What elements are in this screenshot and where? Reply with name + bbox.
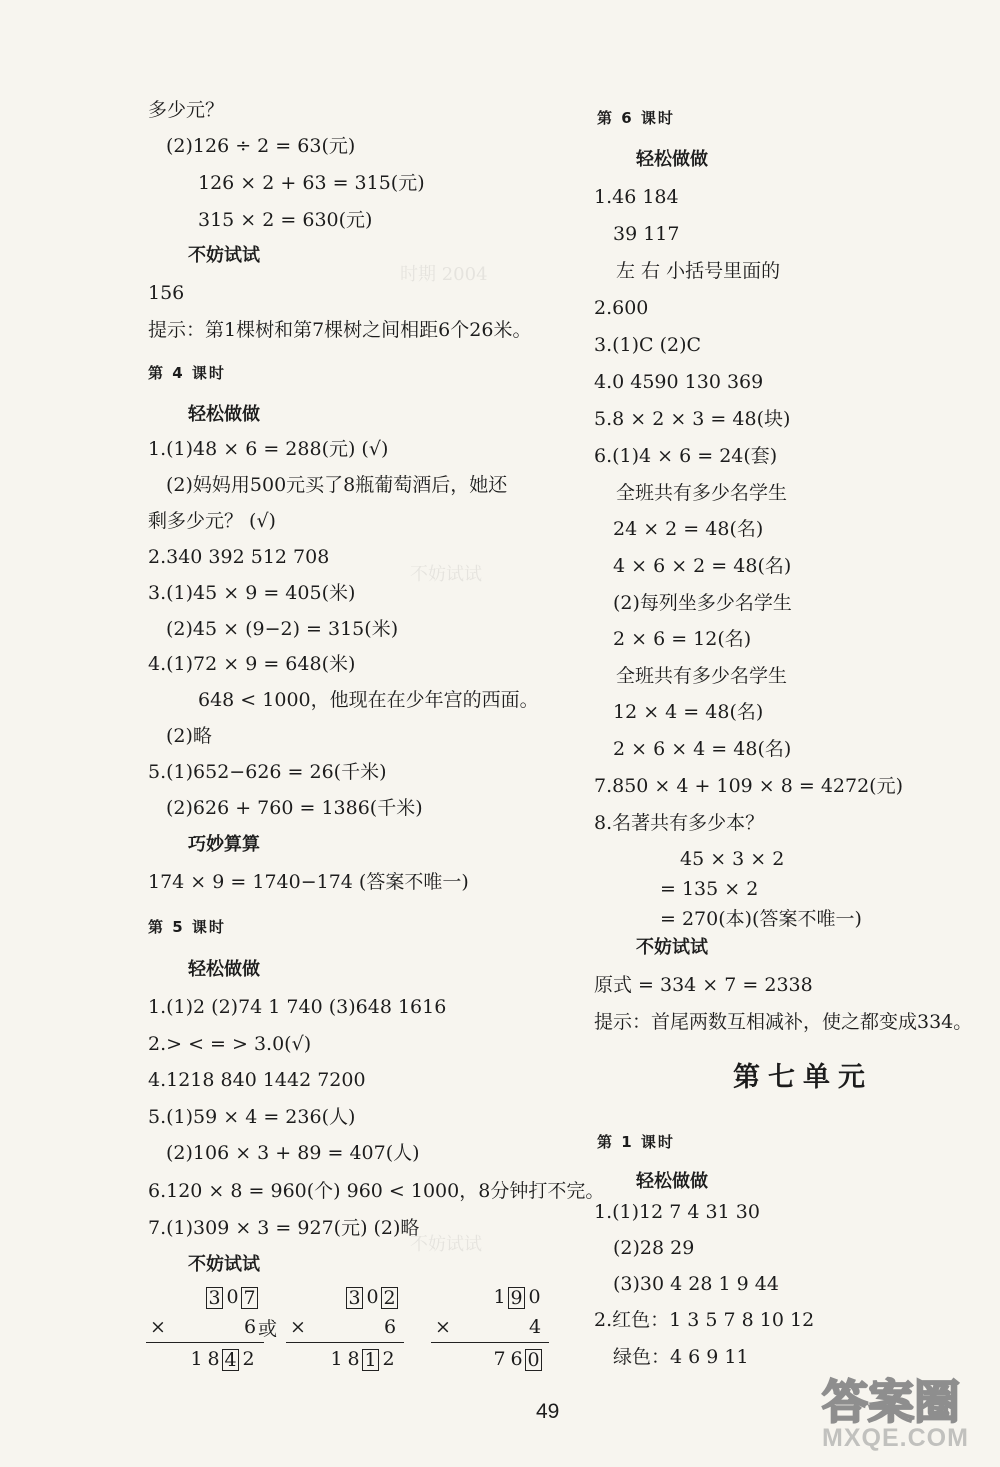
bleed-through-text: 不妨试试 xyxy=(410,1234,482,1255)
answer-line: = 135 × 2 xyxy=(660,878,759,900)
answer-line: 2 × 6 × 4 = 48(名) xyxy=(613,738,792,760)
answer-line: 45 × 3 × 2 xyxy=(680,848,785,870)
answer-line: (2)28 29 xyxy=(613,1237,695,1259)
sum-line xyxy=(286,1342,404,1343)
multiplier: 6 xyxy=(244,1316,257,1338)
multiply-sign: × xyxy=(150,1316,166,1338)
answer-line: 6.(1)4 × 6 = 24(套) xyxy=(594,445,778,467)
answer-line: 原式 = 334 × 7 = 2338 xyxy=(594,974,813,996)
section-heading: 不妨试试 xyxy=(636,937,708,958)
answer-line: 3.(1)C (2)C xyxy=(594,334,702,356)
answer-line: 126 × 2 + 63 = 315(元) xyxy=(198,172,425,194)
answer-line: 提示：首尾两数互相减补，使之都变成334。 xyxy=(594,1011,973,1033)
answer-line: 提示：第1棵树和第7棵树之间相距6个26米。 xyxy=(148,319,532,341)
answer-line: 648 < 1000，他现在在少年宫的西面。 xyxy=(198,689,539,711)
section-heading: 轻松做做 xyxy=(636,149,708,170)
filled-digit-box: 4 xyxy=(222,1349,239,1371)
multiply-sign: × xyxy=(290,1316,306,1338)
watermark-url: MXQE.COM xyxy=(822,1424,969,1452)
answer-line: (2)106 × 3 + 89 = 407(人) xyxy=(166,1142,420,1164)
watermark-logo-text: 答案圈 xyxy=(822,1375,960,1429)
answer-line: 2.600 xyxy=(594,297,649,319)
lesson-heading: 第 1 课时 xyxy=(597,1133,675,1151)
answer-line: 1.(1)2 (2)74 1 740 (3)648 1616 xyxy=(148,996,447,1018)
filled-digit-box: 0 xyxy=(525,1349,542,1371)
digit: 1 xyxy=(330,1348,343,1370)
answer-line: (3)30 4 28 1 9 44 xyxy=(613,1273,779,1295)
or-label: 或 xyxy=(258,1318,278,1340)
digit: 2 xyxy=(242,1348,255,1370)
answer-line: 7.850 × 4 + 109 × 8 = 4272(元) xyxy=(594,775,904,797)
answer-line: 绿色：4 6 9 11 xyxy=(613,1346,749,1368)
unit-title: 第七单元 xyxy=(733,1062,873,1093)
section-heading: 不妨试试 xyxy=(188,1254,260,1275)
sum-line xyxy=(431,1342,549,1343)
answer-line: 1.46 184 xyxy=(594,186,679,208)
answer-line: = 270(本)(答案不唯一) xyxy=(660,908,862,930)
answer-line: 174 × 9 = 1740−174 (答案不唯一) xyxy=(148,871,469,893)
filled-digit-box: 2 xyxy=(381,1287,398,1309)
answer-line: 39 117 xyxy=(613,223,680,245)
digit: 0 xyxy=(528,1286,541,1308)
section-heading: 巧妙算算 xyxy=(188,834,260,855)
answer-line: 4.0 4590 130 369 xyxy=(594,371,764,393)
answer-line: (2)626 + 760 = 1386(千米) xyxy=(166,797,423,819)
section-heading: 轻松做做 xyxy=(188,404,260,425)
answer-line: 5.(1)59 × 4 = 236(人) xyxy=(148,1106,356,1128)
answer-line: 5.8 × 2 × 3 = 48(块) xyxy=(594,408,791,430)
multiply-sign: × xyxy=(435,1316,451,1338)
section-heading: 不妨试试 xyxy=(188,245,260,266)
digit: 7 xyxy=(493,1348,506,1370)
answer-line: 4 × 6 × 2 = 48(名) xyxy=(613,555,792,577)
section-heading: 轻松做做 xyxy=(188,959,260,980)
answer-line: 6.120 × 8 = 960(个) 960 < 1000，8分钟打不完。 xyxy=(148,1180,605,1202)
answer-line: (2)45 × (9−2) = 315(米) xyxy=(166,618,399,640)
answer-line: 2 × 6 = 12(名) xyxy=(613,628,752,650)
answer-line: 156 xyxy=(148,282,185,304)
bleed-through-text: 时期 2004 xyxy=(400,264,488,285)
answer-line: 1.(1)12 7 4 31 30 xyxy=(594,1201,760,1223)
filled-digit-box: 7 xyxy=(241,1287,258,1309)
digit: 0 xyxy=(226,1286,239,1308)
answer-line: 剩多少元？ (√) xyxy=(148,510,276,532)
answer-line: 全班共有多少名学生 xyxy=(616,482,788,504)
filled-digit-box: 1 xyxy=(362,1349,379,1371)
answer-line: (2)略 xyxy=(166,725,212,747)
filled-digit-box: 3 xyxy=(346,1287,363,1309)
answer-line: 7.(1)309 × 3 = 927(元) (2)略 xyxy=(148,1217,420,1239)
answer-line: 4.1218 840 1442 7200 xyxy=(148,1069,366,1091)
answer-line: 1.(1)48 × 6 = 288(元) (√) xyxy=(148,438,389,460)
lesson-heading: 第 5 课时 xyxy=(148,918,226,936)
answer-line: 2.红色：1 3 5 7 8 10 12 xyxy=(594,1309,815,1331)
watermark-logo xyxy=(818,1368,986,1432)
digit: 0 xyxy=(366,1286,379,1308)
answer-line: 5.(1)652−626 = 26(千米) xyxy=(148,761,387,783)
answer-line: 2.> < = > 3.0(√) xyxy=(148,1033,312,1055)
digit: 6 xyxy=(510,1348,523,1370)
answer-line: 8.名著共有多少本？ xyxy=(594,812,765,834)
answer-line: (2)126 ÷ 2 = 63(元) xyxy=(166,135,356,157)
lesson-heading: 第 6 课时 xyxy=(597,109,675,127)
digit: 8 xyxy=(347,1348,360,1370)
multiplier: 4 xyxy=(529,1316,542,1338)
answer-line: 12 × 4 = 48(名) xyxy=(613,701,764,723)
lesson-heading: 第 4 课时 xyxy=(148,364,226,382)
answer-line: 2.340 392 512 708 xyxy=(148,546,330,568)
bleed-through-text: 不妨试试 xyxy=(410,564,482,585)
answer-line: 全班共有多少名学生 xyxy=(616,665,788,687)
answer-line: 315 × 2 = 630(元) xyxy=(198,209,373,231)
answer-line: 左 右 小括号里面的 xyxy=(616,260,781,282)
filled-digit-box: 3 xyxy=(206,1287,223,1309)
answer-line: (2)每列坐多少名学生 xyxy=(613,592,792,614)
multiplier: 6 xyxy=(384,1316,397,1338)
answer-line: 多少元？ xyxy=(148,99,225,121)
answer-line: 3.(1)45 × 9 = 405(米) xyxy=(148,582,356,604)
filled-digit-box: 9 xyxy=(508,1287,525,1309)
digit: 8 xyxy=(207,1348,220,1370)
digit: 1 xyxy=(190,1348,203,1370)
answer-line: 4.(1)72 × 9 = 648(米) xyxy=(148,653,356,675)
sum-line xyxy=(146,1342,264,1343)
section-heading: 轻松做做 xyxy=(636,1171,708,1192)
digit: 2 xyxy=(382,1348,395,1370)
page-number: 49 xyxy=(536,1400,560,1423)
digit: 1 xyxy=(493,1286,506,1308)
answer-line: (2)妈妈用500元买了8瓶葡萄酒后，她还 xyxy=(166,474,508,496)
answer-line: 24 × 2 = 48(名) xyxy=(613,518,764,540)
